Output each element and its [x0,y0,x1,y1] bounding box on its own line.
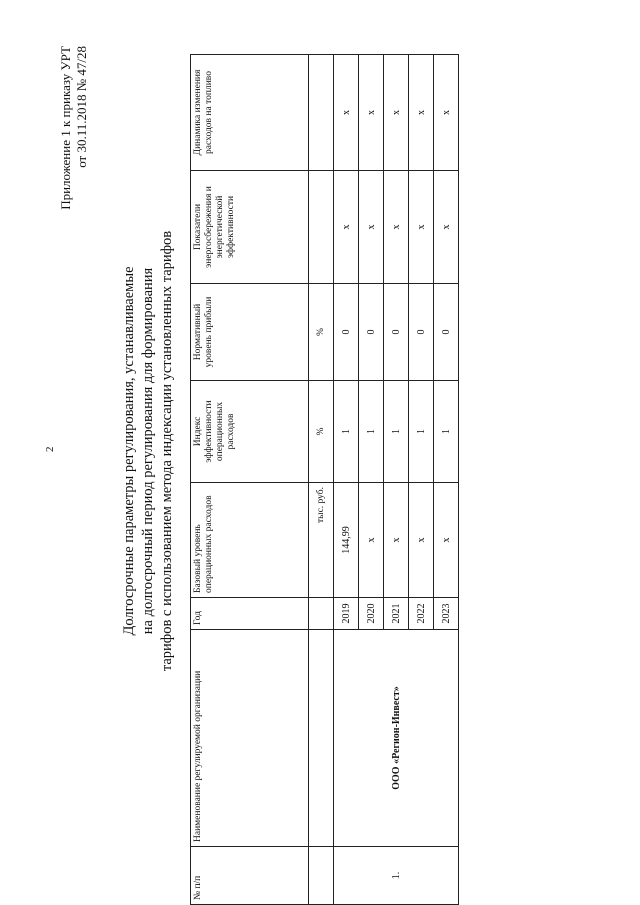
units-empty-year [309,598,334,630]
header-energy-efficiency: Показатели энергосбережения и энергетической эффективности [191,171,309,284]
document-title [120,226,177,676]
page-number: 2 [44,446,56,452]
header-organization: Наименование регулируемой организации [191,630,309,847]
title-line-1: Долгосрочные параметры регулирования, устанавливаемые [121,266,137,636]
title-line-3: тарифов с использованием метода индексации установленных тарифов [159,230,175,672]
header-efficiency-index: Индекс эффективности операционных расходов [191,381,309,483]
index-cell: 1 [359,381,384,483]
annex-reference [58,46,90,236]
base-cell: х [409,483,434,598]
base-cell: 144,99 [334,483,359,598]
fuel-cell: х [334,55,359,171]
year-cell: 2023 [434,598,459,630]
fuel-cell: х [359,55,384,171]
units-index: % [309,381,334,483]
profit-cell: 0 [384,284,409,381]
parameters-table [190,54,459,905]
energy-cell: х [384,171,409,284]
title-line-2: на долгосрочный период регулирования для формирования [140,267,156,635]
profit-cell: 0 [409,284,434,381]
index-cell: 1 [334,381,359,483]
fuel-cell: х [434,55,459,171]
annex-line-1: Приложение 1 к приказу УРТ [58,46,73,210]
profit-cell: 0 [334,284,359,381]
profit-cell: 0 [434,284,459,381]
year-cell: 2020 [359,598,384,630]
index-cell: 1 [434,381,459,483]
profit-cell: 0 [359,284,384,381]
index-cell: 1 [384,381,409,483]
organization-name: ООО «Регион-Инвест» [334,630,459,847]
row-number: 1. [334,847,459,905]
units-base: тыс. руб. [309,483,334,598]
energy-cell: х [409,171,434,284]
units-empty-energy [309,171,334,284]
table-header-row [191,55,309,905]
header-profit-level: Нормативный уровень прибыли [191,284,309,381]
base-cell: х [359,483,384,598]
energy-cell: х [359,171,384,284]
year-cell: 2019 [334,598,359,630]
energy-cell: х [334,171,359,284]
base-cell: х [384,483,409,598]
fuel-cell: х [384,55,409,171]
header-fuel-dynamics: Динамика изменения расходов на топливо [191,55,309,171]
energy-cell: х [434,171,459,284]
units-empty-num [309,847,334,905]
header-base-level: Базовый уровень операционных расходов [191,483,309,598]
units-empty-org [309,630,334,847]
index-cell: 1 [409,381,434,483]
annex-line-2: от 30.11.2018 № 47/28 [74,46,89,168]
header-num: № п/п [191,847,309,905]
fuel-cell: х [409,55,434,171]
units-empty-fuel [309,55,334,171]
units-profit: % [309,284,334,381]
year-cell: 2022 [409,598,434,630]
header-year: Год [191,598,309,630]
base-cell: х [434,483,459,598]
parameters-table-wrapper [190,54,459,905]
year-cell: 2021 [384,598,409,630]
table-units-row [309,55,334,905]
table-row [334,55,359,905]
